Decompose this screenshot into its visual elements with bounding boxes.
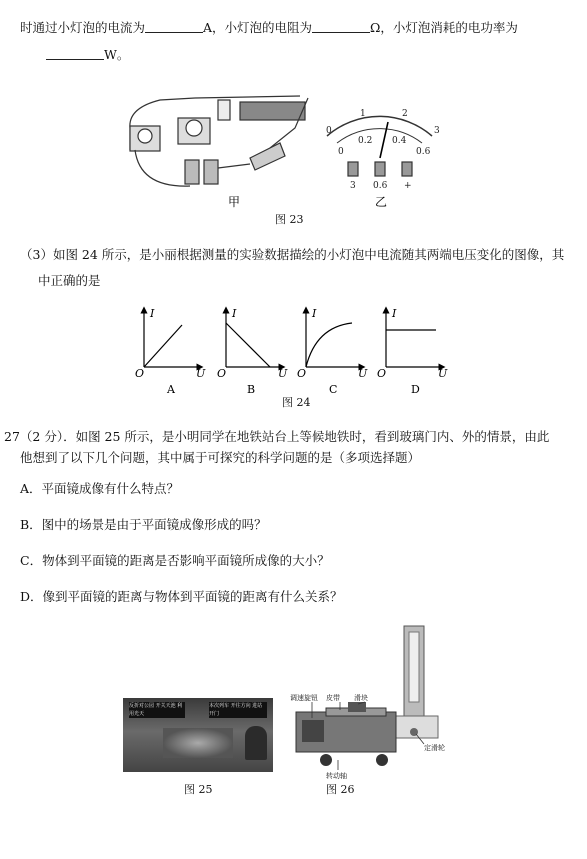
text-segment: Ω，小灯泡消耗的电功率为 [370,20,518,35]
question-27-line-2: 他想到了以下几个问题，其中属于可探究的科学问题的是（多项选择题） [20,450,421,465]
station-sign: 本次列车 开往方向 进站开门 [209,702,267,718]
text-segment: 时通过小灯泡的电流为 [20,20,146,35]
option-a[interactable]: A．平面镜成像有什么特点？ [20,481,180,496]
scale-tick-label: 3 [434,126,440,136]
text-line-power [46,45,129,63]
terminal-label: 0.6 [373,181,388,191]
rheostat-icon [240,102,305,120]
figure-26-caption: 图 26 [326,783,355,796]
meter-needle-icon [380,122,388,158]
meter-scale-icon [327,116,432,136]
meter-inner-scale-icon [337,129,422,143]
scale-tick-label: 2 [402,109,408,119]
figure-24-caption: 图 24 [282,396,311,409]
voltmeter-dial-icon [138,129,152,143]
terminal-icon [348,162,358,176]
axis-label-u: U [358,367,368,380]
axis-label-i: I [150,307,155,320]
answer-blank-current[interactable] [145,20,203,33]
label-slider: 滑块 [354,694,368,702]
text-line-current [20,18,518,36]
scale-tick-label: 0 [338,147,344,157]
text-segment: A，小灯泡的电阻为 [203,20,313,35]
spring-scale-window-icon [409,632,419,702]
scale-tick-label: 1 [360,109,366,119]
switch-icon [250,143,285,170]
slider-block-icon [348,702,366,712]
label-belt: 皮带 [326,694,340,702]
origin-label: O [297,367,307,380]
answer-blank-resistance[interactable] [312,20,370,33]
scale-tick-label: 0 [326,126,332,136]
option-b[interactable]: B．图中的场景是由于平面镜成像形成的吗？ [20,517,267,532]
option-c[interactable]: C．物体到平面镜的距离是否影响平面镜所成像的大小？ [20,553,330,568]
terminal-label: 3 [350,181,356,191]
label-axle: 转动轴 [326,772,347,780]
scale-tick-label: 0.4 [392,136,407,146]
subway-photo [123,698,273,772]
axis-label-u: U [438,367,448,380]
figure-26 [290,620,455,785]
station-sign: 反折对公园 开关天池 利用光天 [129,702,185,718]
wheel-icon [376,754,388,766]
sub-caption-right: 乙 [375,195,388,209]
origin-label: O [217,367,227,380]
speed-knob-icon [302,720,324,742]
terminal-label: + [404,181,412,191]
terminal-icon [402,162,412,176]
platform-corridor [163,728,233,758]
graph-label-d: D [411,383,420,395]
origin-label: O [135,367,145,380]
graph-label-b: B [247,383,256,395]
figure-25-caption: 图 25 [184,783,213,796]
axis-label-i: I [232,307,237,320]
person-silhouette [245,726,267,760]
wheel-icon [320,754,332,766]
ammeter-dial-icon [186,120,202,136]
sub-caption-left: 甲 [228,195,241,209]
option-d[interactable]: D．像到平面镜的距离与物体到平面镜的距离有什么关系？ [20,589,343,604]
terminal-icon [375,162,385,176]
figure-24 [130,305,450,395]
question-27-line-1: 27（2 分）．如图 25 所示，是小明同学在地铁站台上等候地铁时，看到玻璃门内、外的情景，由此 [4,429,550,444]
text-segment: W。 [104,47,130,62]
question-3-line-2: 中正确的是 [38,273,101,288]
origin-label: O [377,367,387,380]
axis-label-i: I [392,307,397,320]
battery-icon [185,160,199,184]
question-3-line-1: （3）如图 24 所示，是小丽根据测量的实验数据描绘的小灯泡中电流随其两端电压变化的图像，其 [20,247,565,262]
graph-label-a: A [167,383,175,395]
battery-icon [204,160,218,184]
answer-blank-power[interactable] [46,47,104,60]
figure-23 [120,88,450,228]
graph-label-c: C [329,383,338,395]
scale-tick-label: 0.2 [358,136,373,146]
label-speed-knob: 调速旋钮 [290,694,318,702]
axis-label-u: U [278,367,288,380]
label-pulley: 定滑轮 [424,744,445,752]
axis-label-i: I [312,307,317,320]
axis-label-u: U [196,367,206,380]
figure-23-caption: 图 23 [275,213,304,226]
bulb-icon [218,100,230,120]
scale-tick-label: 0.6 [416,147,431,157]
